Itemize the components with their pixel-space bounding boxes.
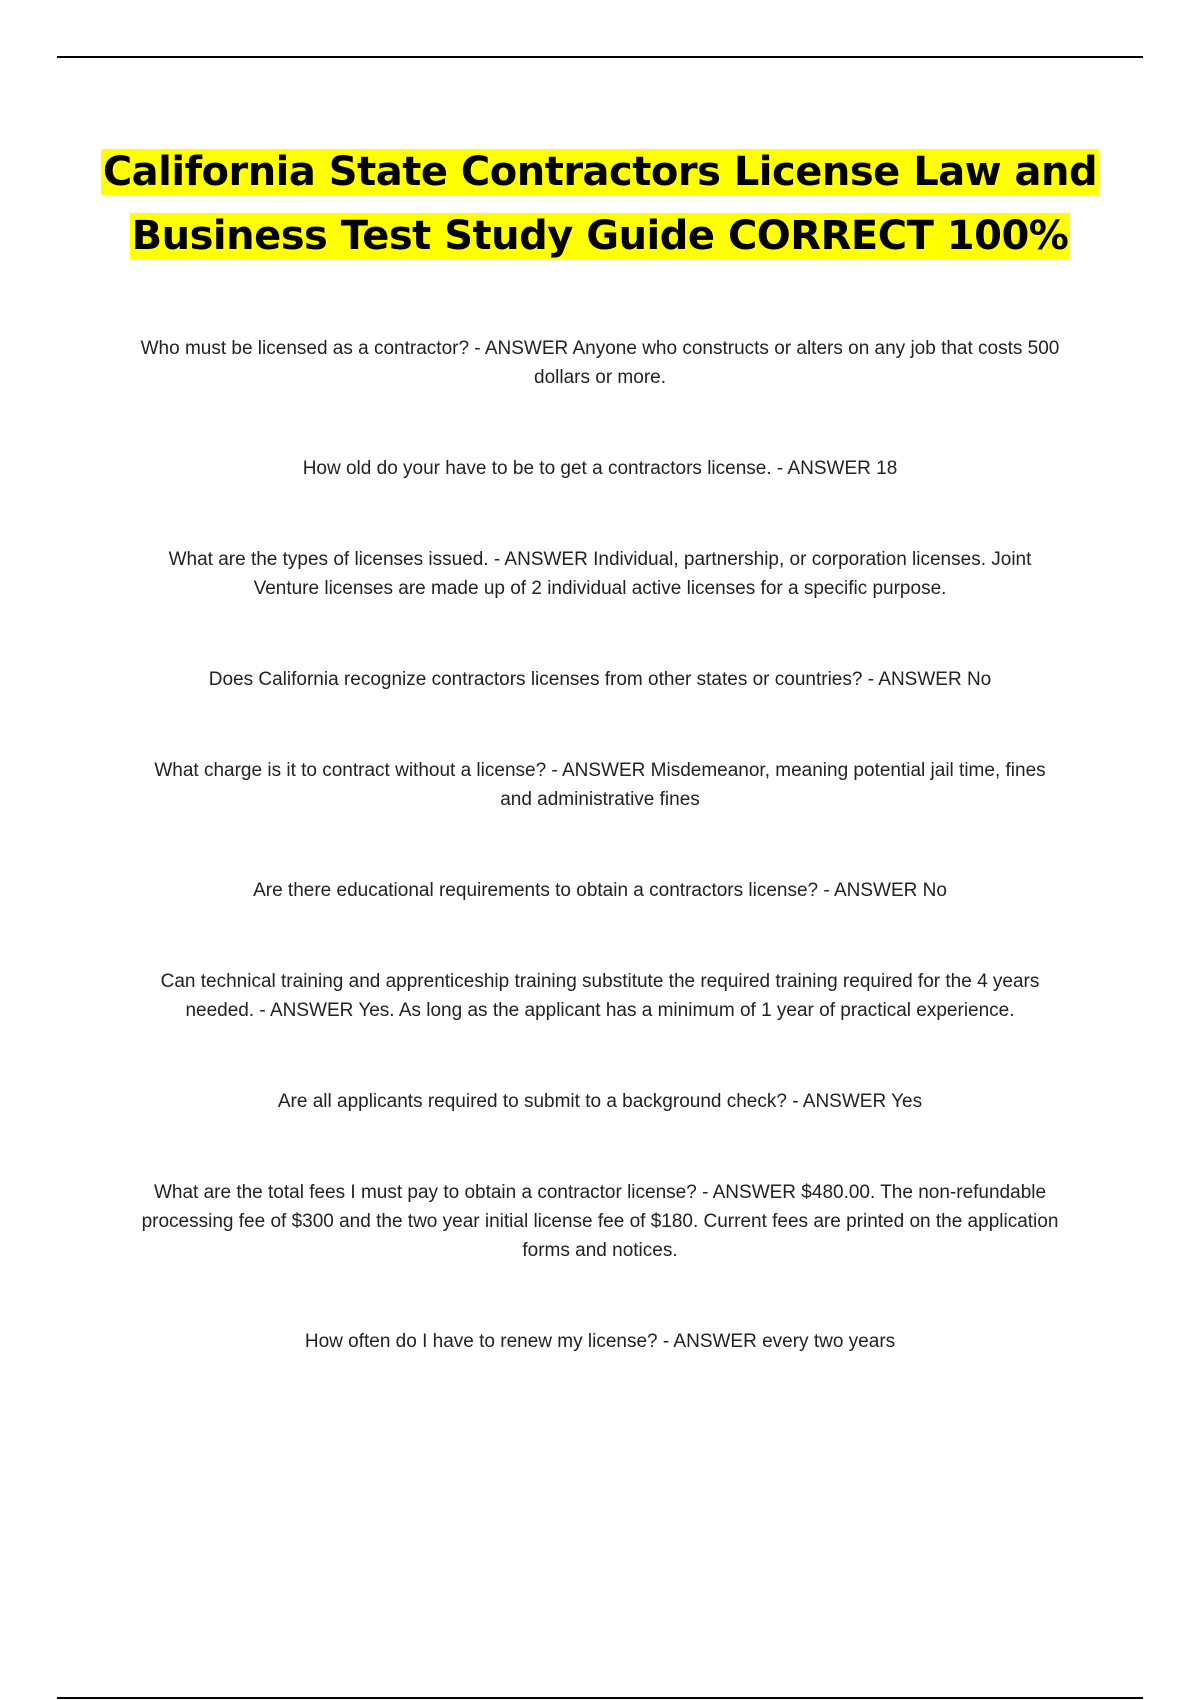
qa-item: Are there educational requirements to obtain a contractors license? - ANSWER No [253,880,947,901]
document-title [100,140,1100,268]
qa-item: How old do your have to be to get a contractors license. - ANSWER 18 [302,458,898,479]
qa-item: Can technical training and apprenticeship training substitute the required training required for the 4 years needed. - ANSWER Yes. As long as the applicant has a minimum of 1 year of practical experience. [160,971,1040,1021]
qa-item: What charge is it to contract without a license? - ANSWER Misdemeanor, meaning potential jail time, fines and administrative fines [154,760,1046,810]
qa-item: What are the types of licenses issued. - ANSWER Individual, partnership, or corporation licenses. Joint Venture licenses are made up of 2 individual active licenses for a specific purpose. [168,549,1032,599]
qa-item: Who must be licensed as a contractor? - ANSWER Anyone who constructs or alters on any job that costs 500 dollars or more. [140,338,1060,388]
title-line-2: Business Test Study Guide CORRECT 100% [131,213,1069,259]
question-answer-list [140,334,1060,1356]
qa-item: What are the total fees I must pay to obtain a contractor license? - ANSWER $480.00. The non-refundable processing fee of $300 and the two year initial license fee of $180. Current fees are printed on the application forms and notices. [141,1182,1059,1261]
qa-item: Does California recognize contractors licenses from other states or countries? - ANSWER No [208,669,992,690]
top-divider [57,56,1143,58]
bottom-divider [57,1697,1143,1699]
qa-item: Are all applicants required to submit to a background check? - ANSWER Yes [277,1091,923,1112]
qa-item: How often do I have to renew my license? - ANSWER every two years [304,1331,896,1352]
title-line-1: California State Contractors License Law and [102,149,1098,195]
